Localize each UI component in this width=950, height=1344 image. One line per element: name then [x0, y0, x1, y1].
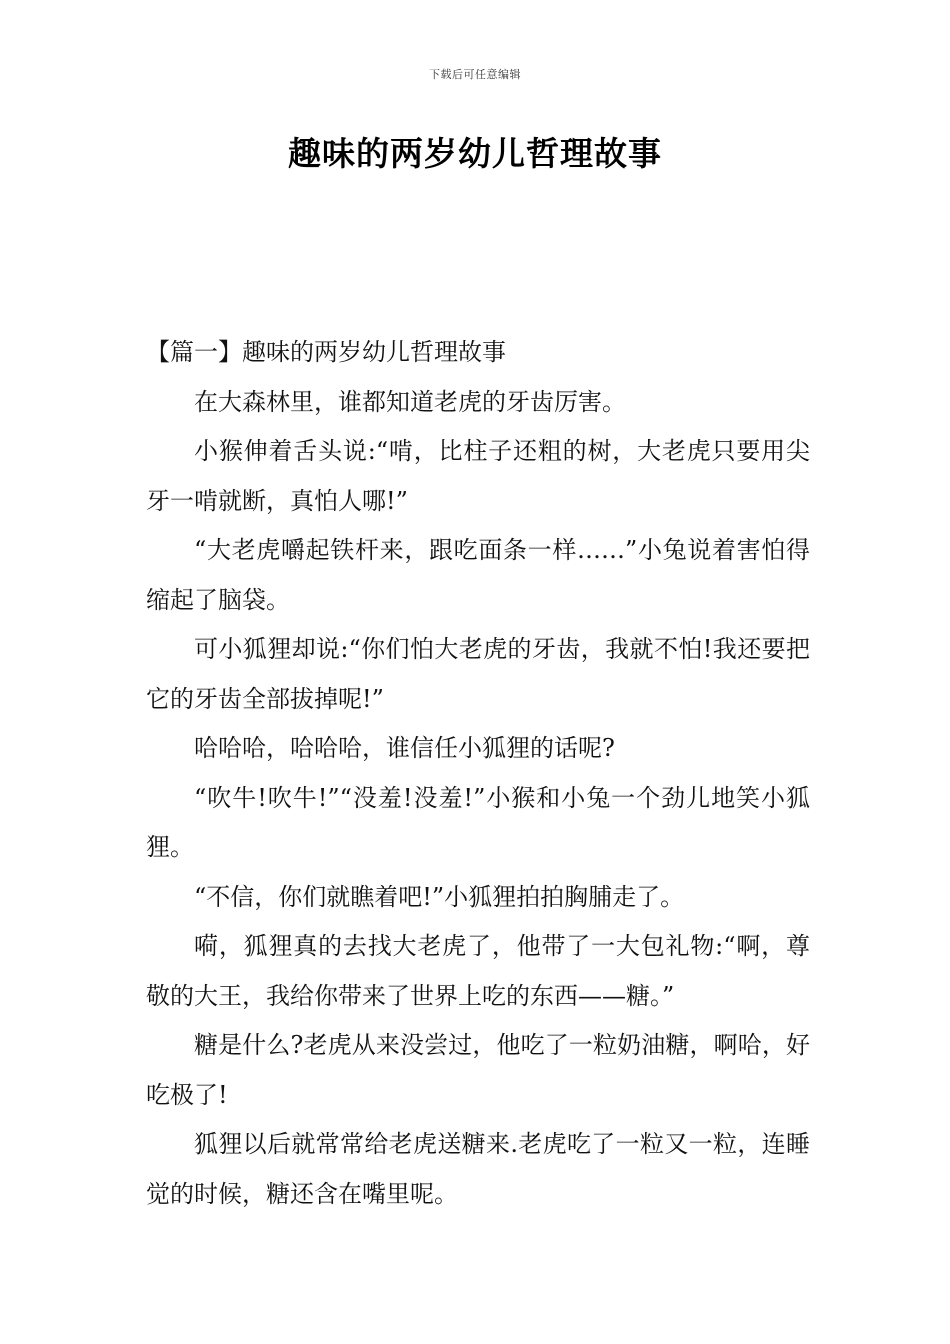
paragraph: “吹牛!吹牛!”“没羞!没羞!”小猴和小兔一个劲儿地笑小狐狸。: [146, 783, 810, 861]
paragraph: 在大森林里，谁都知道老虎的牙齿厉害。: [194, 387, 626, 416]
paragraph: 嗬，狐狸真的去找大老虎了，他带了一大包礼物:“啊，尊敬的大王，我给你带来了世界上吃的东西——糖。”: [146, 932, 810, 1010]
paragraph: 可小狐狸却说:“你们怕大老虎的牙齿，我就不怕!我还要把它的牙齿全部拔掉呢!”: [146, 635, 810, 713]
paragraph: “大老虎嚼起铁杆来，跟吃面条一样……”小兔说着害怕得缩起了脑袋。: [146, 536, 810, 614]
paragraph: 狐狸以后就常常给老虎送糖来.老虎吃了一粒又一粒，连睡觉的时候，糖还含在嘴里呢。: [146, 1130, 810, 1208]
paragraph: 哈哈哈，哈哈哈，谁信任小狐狸的话呢?: [194, 734, 615, 762]
header-note: 下载后可任意编辑: [429, 68, 521, 81]
paragraph: 小猴伸着舌头说:“啃，比柱子还粗的树，大老虎只要用尖牙一啃就断，真怕人哪!”: [146, 437, 810, 515]
paragraph: “不信，你们就瞧着吧!”小狐狸拍拍胸脯走了。: [194, 882, 685, 911]
document-body: [146, 328, 810, 1219]
paragraph: 糖是什么?老虎从来没尝过，他吃了一粒奶油糖，啊哈，好吃极了!: [146, 1031, 810, 1109]
section-heading: 【篇一】趣味的两岁幼儿哲理故事: [146, 338, 506, 366]
document-title: 趣味的两岁幼儿哲理故事: [288, 134, 662, 173]
